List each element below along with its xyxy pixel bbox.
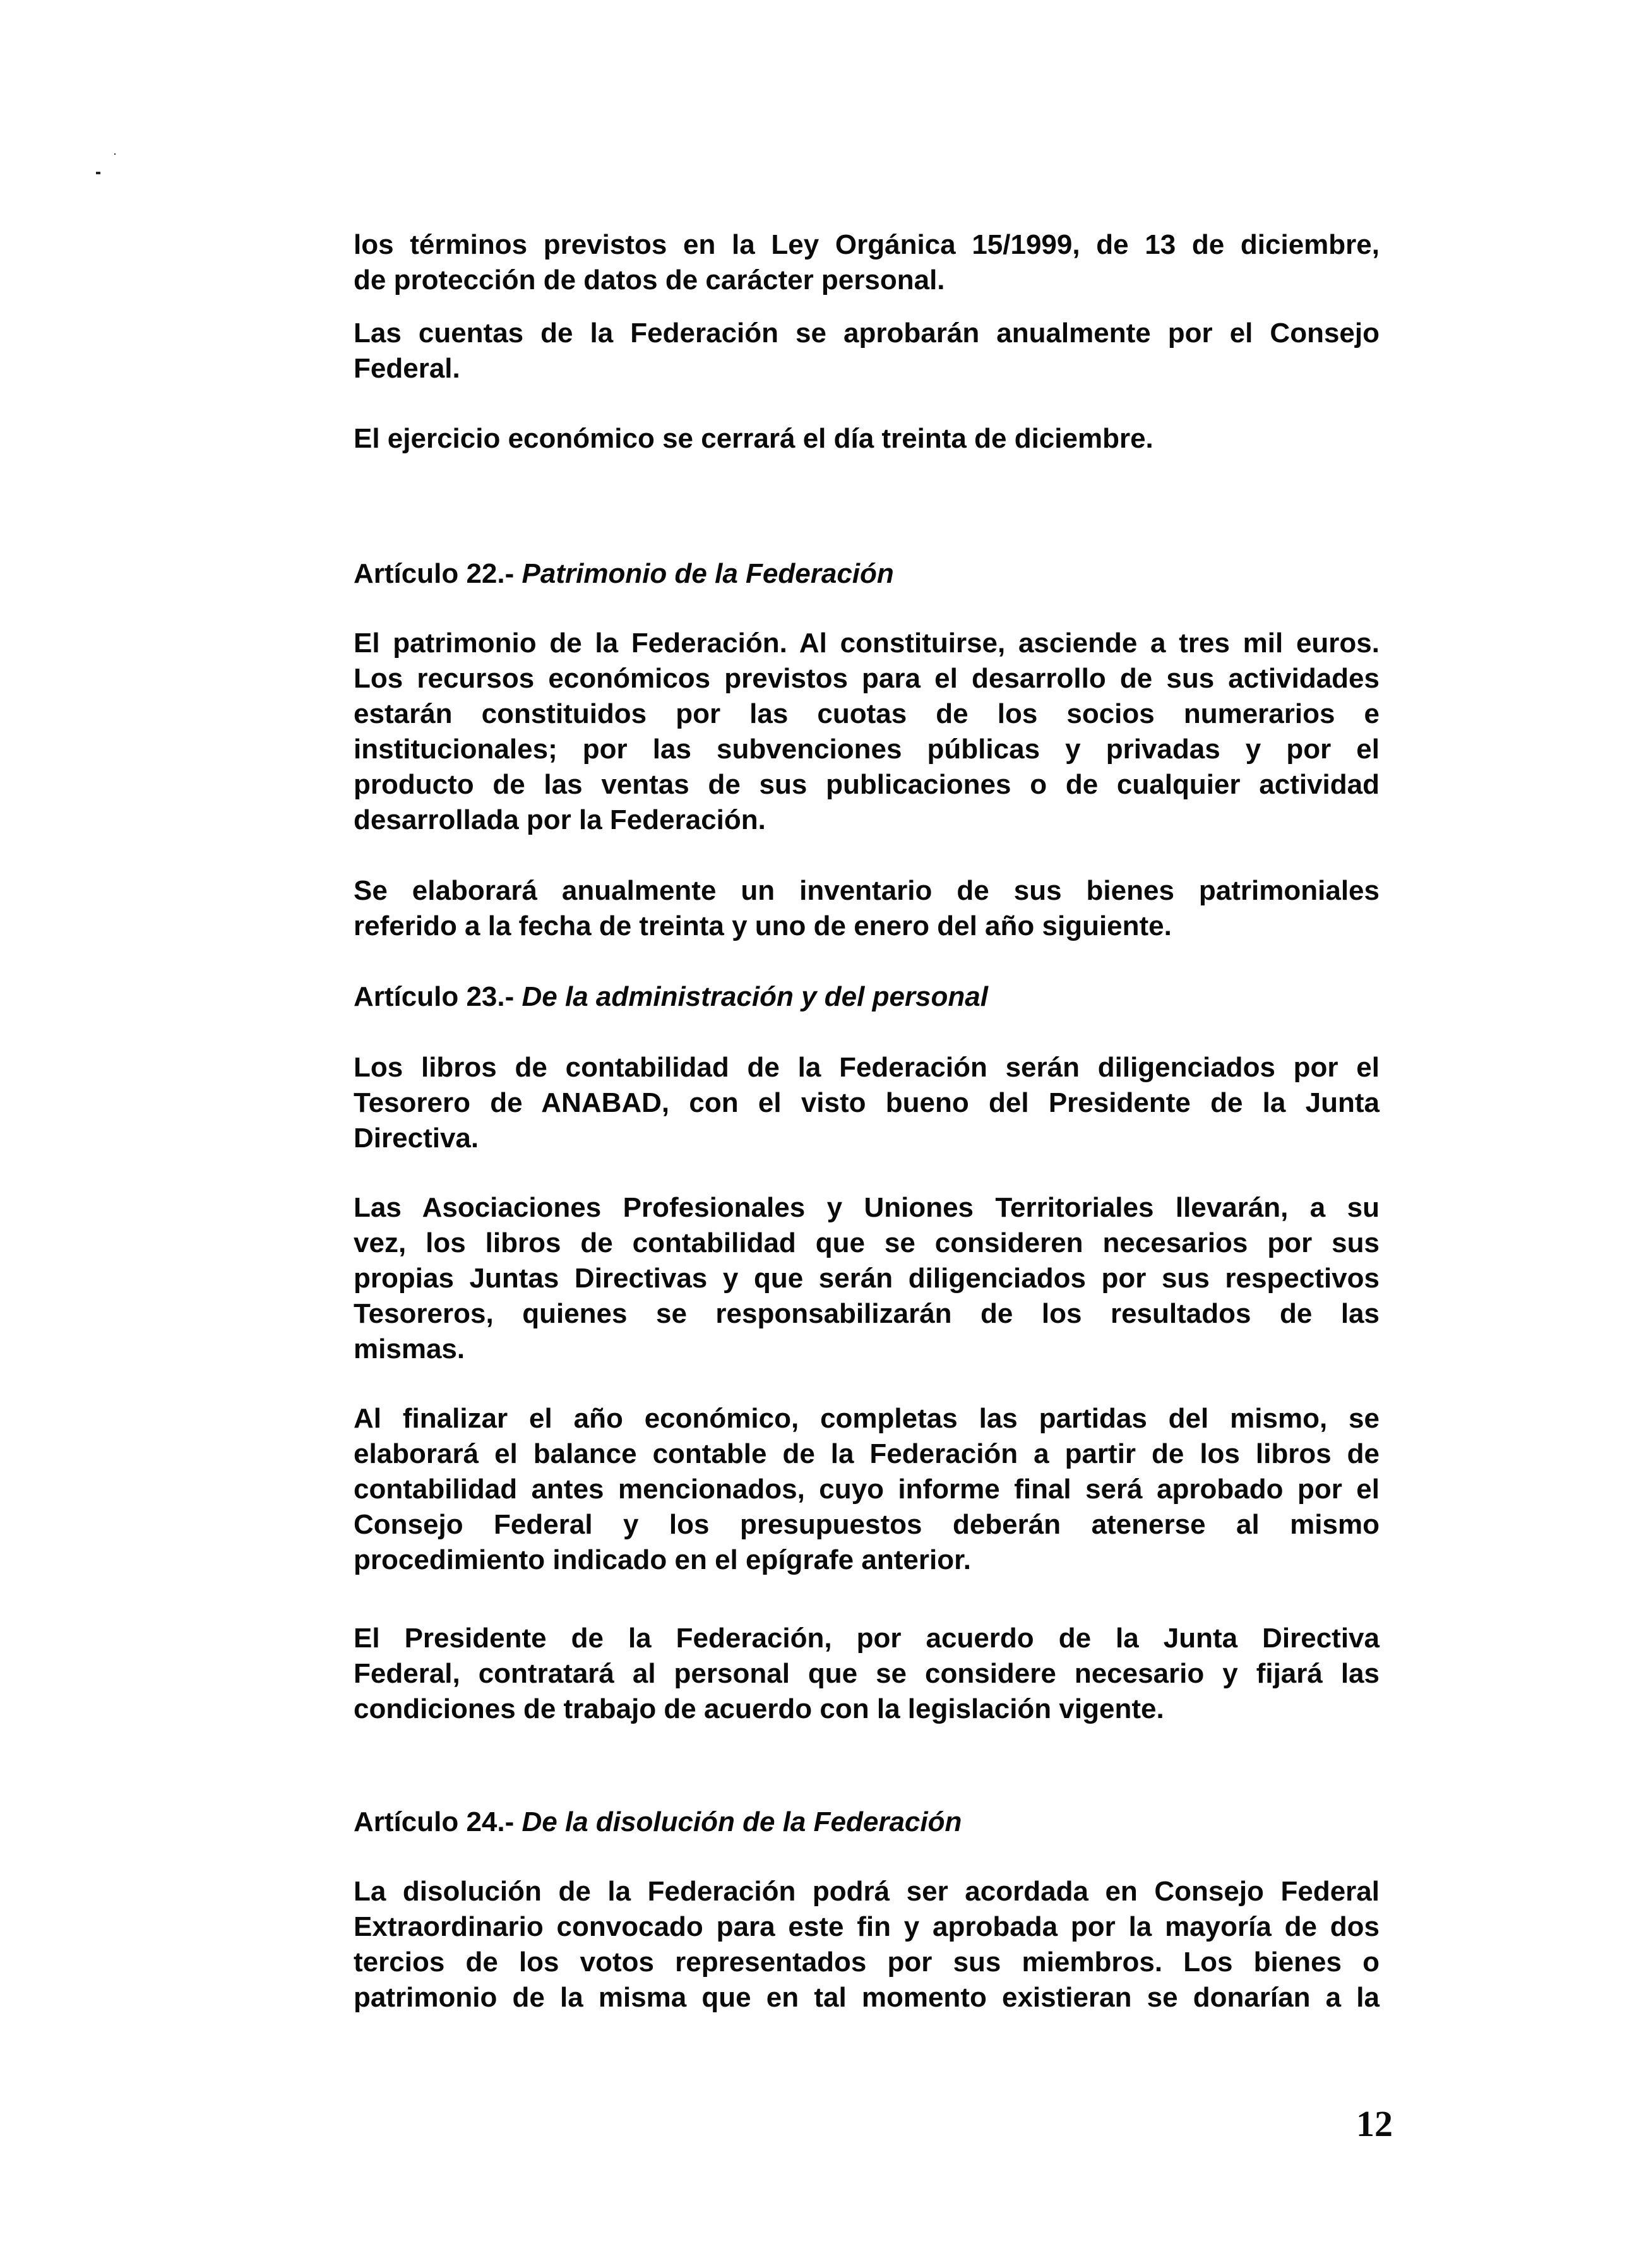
article-22-heading [354,556,894,592]
article-22-paragraph-assets [354,626,1380,838]
article-22-number: Artículo 22.- [354,558,515,589]
scan-speck [114,153,116,155]
text-line: estarán constituidos por las cuotas de los socios numerarios e [354,698,1380,729]
text-line: referido a la fecha de treinta y uno de enero del año siguiente. [354,910,1172,941]
text-line: producto de las ventas de sus publicaciones o de cualquier actividad [354,769,1380,800]
text-line: vez, los libros de contabilidad que se consideren necesarios por sus [354,1227,1380,1258]
article-23-number: Artículo 23.- [354,981,515,1012]
text-line: El Presidente de la Federación, por acuerdo de la Junta Directiva [354,1623,1380,1654]
article-22-title: Patrimonio de la Federación [522,558,894,589]
text-line: los términos previstos en la Ley Orgánica 15/1999, de 13 de diciembre, [354,229,1380,260]
article-23-paragraph-books [354,1050,1380,1156]
paragraph-fiscal-year [354,421,1380,457]
text-line: Las cuentas de la Federación se aprobarán anualmente por el Consejo [354,318,1380,349]
paragraph-lopd-reference [354,227,1380,298]
text-line: procedimiento indicado en el epígrafe anterior. [354,1544,971,1575]
article-23-heading [354,979,988,1015]
article-23-paragraph-associations [354,1190,1380,1367]
text-line: Federal. [354,353,460,384]
text-line: Directiva. [354,1123,479,1154]
text-line: El patrimonio de la Federación. Al constituirse, asciende a tres mil euros. [354,628,1380,659]
text-line: institucionales; por las subvenciones públicas y privadas y por el [354,734,1380,765]
text-line: Los libros de contabilidad de la Federación serán diligenciados por el [354,1052,1380,1083]
paragraph-accounts-approval [354,316,1380,386]
text-line: propias Juntas Directivas y que serán diligenciados por sus respectivos [354,1263,1380,1294]
article-23-title: De la administración y del personal [522,981,988,1012]
text-line: Las Asociaciones Profesionales y Uniones Territoriales llevarán, a su [354,1192,1380,1223]
text-line: patrimonio de la misma que en tal momento existieran se donarían a la [354,1982,1380,2013]
text-line: El ejercicio económico se cerrará el día treinta de diciembre. [354,423,1153,454]
article-23-paragraph-staff [354,1621,1380,1727]
article-24-paragraph-dissolution [354,1874,1380,2015]
article-22-paragraph-inventory [354,873,1380,944]
text-line: desarrollada por la Federación. [354,804,766,835]
text-line: Los recursos económicos previstos para el desarrollo de sus actividades [354,663,1380,694]
text-line: contabilidad antes mencionados, cuyo informe final será aprobado por el [354,1474,1380,1505]
article-23-paragraph-balance [354,1401,1380,1578]
text-line: Extraordinario convocado para este fin y aprobada por la mayoría de dos [354,1911,1380,1942]
text-line: de protección de datos de carácter personal. [354,265,945,295]
article-24-number: Artículo 24.- [354,1806,515,1837]
text-line: Consejo Federal y los presupuestos deberán atenerse al mismo [354,1509,1380,1540]
text-line: Al finalizar el año económico, completas las partidas del mismo, se [354,1403,1380,1434]
text-line: Se elaborará anualmente un inventario de sus bienes patrimoniales [354,875,1380,906]
text-line: condiciones de trabajo de acuerdo con la legislación vigente. [354,1693,1164,1724]
text-line: tercios de los votos representados por sus miembros. Los bienes o [354,1947,1380,1978]
text-line: mismas. [354,1334,465,1364]
text-line: Tesorero de ANABAD, con el visto bueno del Presidente de la Junta [354,1087,1380,1118]
page-number: 12 [1356,2103,1393,2144]
text-line: Federal, contratará al personal que se considere necesario y fijará las [354,1658,1380,1689]
scan-speck [96,172,100,174]
text-line: La disolución de la Federación podrá ser acordada en Consejo Federal [354,1876,1380,1907]
text-line: Tesoreros, quienes se responsabilizarán de los resultados de las [354,1298,1380,1329]
article-24-heading [354,1805,962,1840]
text-line: elaborará el balance contable de la Federación a partir de los libros de [354,1438,1380,1469]
article-24-title: De la disolución de la Federación [522,1806,962,1837]
